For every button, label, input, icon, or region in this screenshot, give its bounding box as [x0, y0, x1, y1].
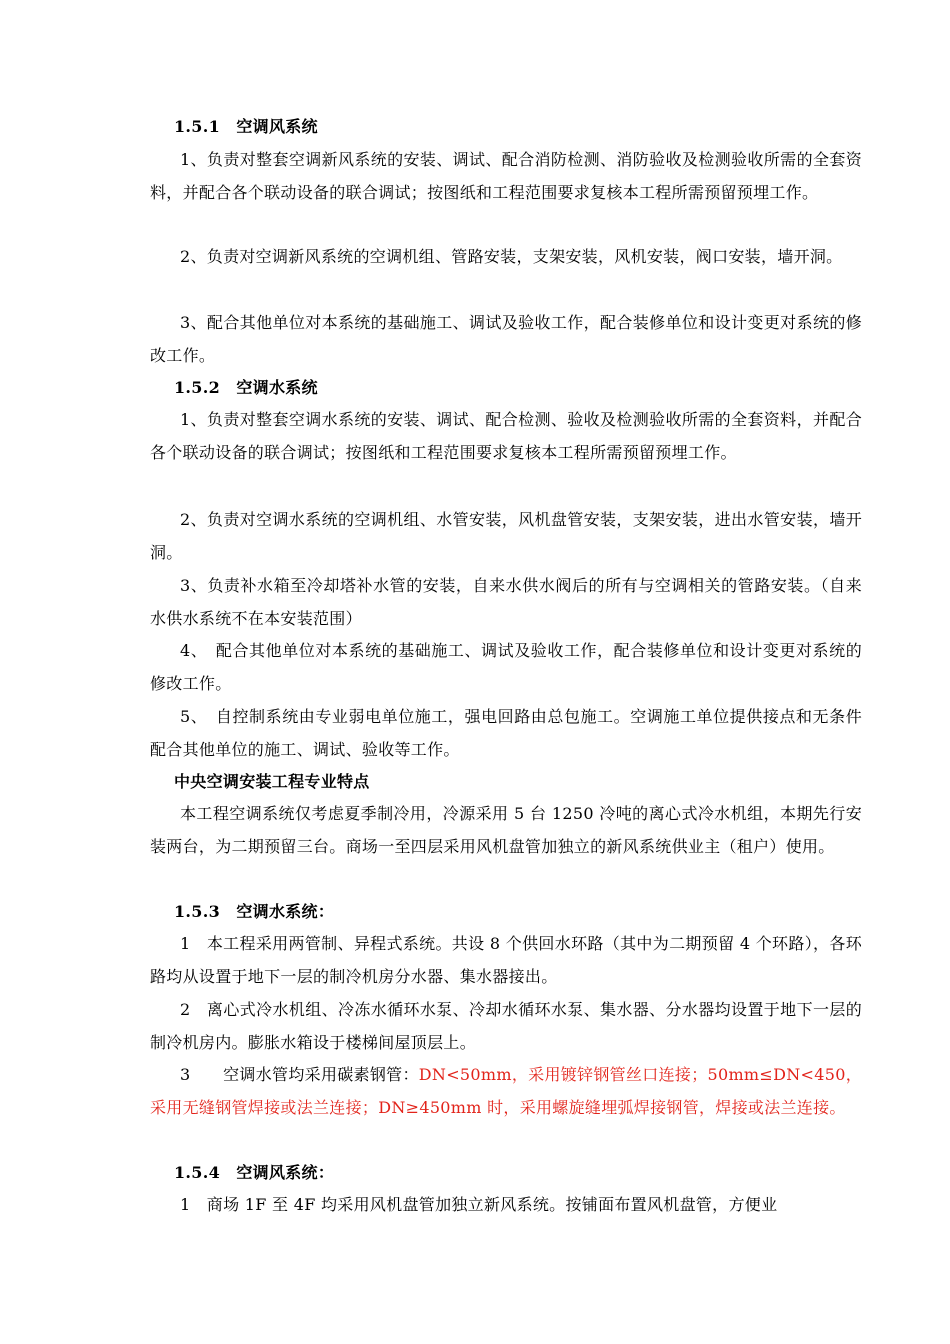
paragraph: 2、负责对空调新风系统的空调机组、管路安装，支架安装，风机安装，阀口安装，墙开洞。 — [180, 247, 843, 266]
section-heading-central-ac: 中央空调安装工程专业特点 — [174, 772, 370, 791]
pipe-spec-intro: 3 空调水管均采用碳素钢管： — [180, 1065, 419, 1084]
section-heading-1-5-1: 1.5.1 空调风系统 — [174, 117, 318, 136]
section-heading-1-5-2: 1.5.2 空调水系统 — [174, 378, 318, 397]
paragraph: 3、负责补水箱至冷却塔补水管的安装，自来水供水阀后的所有与空调相关的管路安装。（自来水供水系统不在本安装范围） — [150, 576, 862, 628]
paragraph: 2 离心式冷水机组、冷冻水循环水泵、冷却水循环水泵、集水器、分水器均设置于地下一层的制冷机房内。膨胀水箱设于楼梯间屋顶层上。 — [150, 1000, 862, 1052]
paragraph: 1、负责对整套空调新风系统的安装、调试、配合消防检测、消防验收及检测验收所需的全套资料，并配合各个联动设备的联合调试；按图纸和工程范围要求复核本工程所需预留预埋工作。 — [150, 150, 862, 202]
paragraph: 4、 配合其他单位对本系统的基础施工、调试及验收工作，配合装修单位和设计变更对系统的修改工作。 — [150, 641, 862, 693]
paragraph: 本工程空调系统仅考虑夏季制冷用，冷源采用 5 台 1250 冷吨的离心式冷水机组，本期先行安装两台，为二期预留三台。商场一至四层采用风机盘管加独立的新风系统供业主（租户）使用。 — [150, 804, 862, 856]
pipe-spec-detail: DN<50mm，采用镀锌钢管丝口连接；50mm≤DN<450，采用无缝钢管焊接或法兰连接；DN≥450mm 时，采用螺旋缝埋弧焊接钢管，焊接或法兰连接。 — [150, 1065, 862, 1117]
paragraph-pipe-spec — [150, 1059, 862, 1124]
paragraph: 5、 自控制系统由专业弱电单位施工，强电回路由总包施工。空调施工单位提供接点和无条件配合其他单位的施工、调试、验收等工作。 — [150, 707, 862, 759]
paragraph: 1、负责对整套空调水系统的安装、调试、配合检测、验收及检测验收所需的全套资料，并配合各个联动设备的联合调试；按图纸和工程范围要求复核本工程所需预留预埋工作。 — [150, 410, 862, 462]
section-heading-1-5-4: 1.5.4 空调风系统： — [174, 1163, 335, 1182]
paragraph: 1 商场 1F 至 4F 均采用风机盘管加独立新风系统。按铺面布置风机盘管，方便业 — [180, 1195, 778, 1214]
paragraph: 1 本工程采用两管制、异程式系统。共设 8 个供回水环路（其中为二期预留 4 个环路），各环路均从设置于地下一层的制冷机房分水器、集水器接出。 — [150, 934, 862, 986]
section-heading-1-5-3: 1.5.3 空调水系统： — [174, 902, 335, 921]
paragraph: 3、配合其他单位对本系统的基础施工、调试及验收工作，配合装修单位和设计变更对系统的修改工作。 — [150, 313, 862, 365]
paragraph: 2、负责对空调水系统的空调机组、水管安装，风机盘管安装，支架安装，进出水管安装，墙开洞。 — [150, 510, 862, 562]
